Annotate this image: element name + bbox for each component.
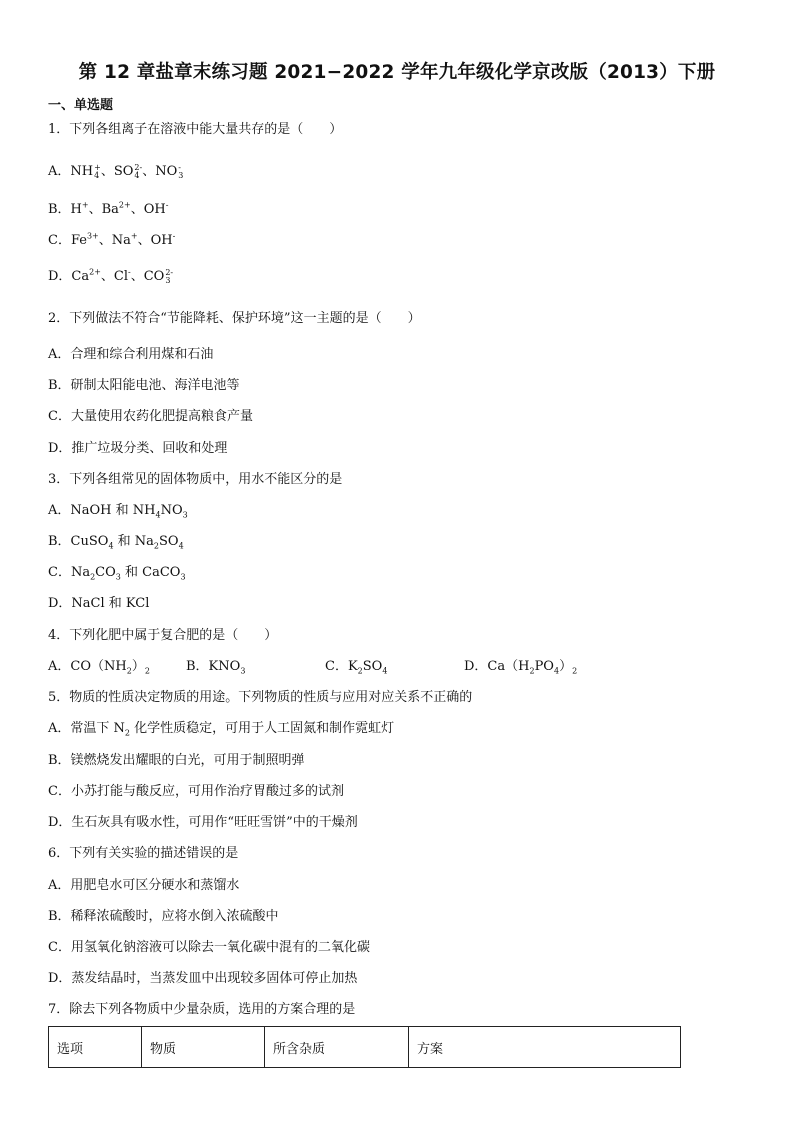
q6-option-c: C．用氢氧化钠溶液可以除去一氧化碳中混有的二氧化碳: [48, 940, 370, 955]
q5-option-b: B．镁燃烧发出耀眼的白光，可用于制照明弹: [48, 753, 305, 768]
section-heading: 一、单选题: [48, 98, 114, 113]
q6-option-a: A．用肥皂水可区分硬水和蒸馏水: [48, 878, 240, 893]
q3-option-c: C．$Na_2CO_3$ 和 CaCO$_3$: [48, 565, 186, 582]
q1-stem: 1．下列各组离子在溶液中能大量共存的是（ ）: [48, 122, 343, 137]
q3-stem: 3．下列各组常见的固体物质中，用水不能区分的是: [48, 472, 343, 487]
q4-option-a: A．$CO(NH_2)_2$: [48, 659, 150, 676]
q5-option-d: D．生石灰具有吸水性，可用作“旺旺雪饼”中的干燥剂: [48, 815, 358, 830]
q4-option-c: C．$K_2SO_4$: [325, 659, 388, 676]
table-header-cell: 选项: [49, 1027, 142, 1068]
q1-option-b: B．H+、$Ba^{2+}$、OH-: [48, 200, 169, 217]
q1-option-a: A．NH + 4 、SO 2- 4 、NO - 3: [48, 162, 184, 180]
q3-option-d: D．NaCl 和 KCl: [48, 596, 150, 611]
q1-option-d: D．$Ca^{2+}$、Cl-、CO 2- 3: [48, 267, 174, 285]
q6-stem: 6．下列有关实验的描述错误的是: [48, 846, 239, 861]
q2-option-a: A．合理和综合利用煤和石油: [48, 347, 214, 362]
table-header-row: [49, 1027, 681, 1068]
q4-option-d: D．$Ca(H_2PO_4)_2$: [464, 659, 578, 676]
q4-stem: 4．下列化肥中属于复合肥的是（ ）: [48, 628, 278, 643]
q2-option-d: D．推广垃圾分类、回收和处理: [48, 441, 228, 456]
table-header-cell: 方案: [409, 1027, 681, 1068]
document-title: 第 12 章盐章末练习题 2021−2022 学年九年级化学京改版（2013）下册: [78, 62, 716, 83]
q2-stem: 2．下列做法不符合“节能降耗、保护环境”这一主题的是（ ）: [48, 311, 421, 326]
q2-option-b: B．研制太阳能电池、海洋电池等: [48, 378, 240, 393]
q4-option-b: B．$KNO_3$: [186, 659, 246, 676]
q6-option-b: B．稀释浓硫酸时，应将水倒入浓硫酸中: [48, 909, 279, 924]
q6-option-d: D．蒸发结晶时，当蒸发皿中出现较多固体可停止加热: [48, 971, 358, 986]
table-header-cell: 物质: [142, 1027, 265, 1068]
table-header-cell: 所含杂质: [265, 1027, 409, 1068]
q3-option-a: A．NaOH 和 $NH_4NO_3$: [48, 503, 188, 520]
q1-option-c: C．$Fe^{3+}$、Na+、OH-: [48, 231, 176, 248]
q5-option-c: C．小苏打能与酸反应，可用作治疗胃酸过多的试剂: [48, 784, 344, 799]
q2-option-c: C．大量使用农药化肥提高粮食产量: [48, 409, 253, 424]
q7-stem: 7．除去下列各物质中少量杂质，选用的方案合理的是: [48, 1002, 356, 1017]
q3-option-b: B．CuSO$_4$ 和 $Na_2SO_4$: [48, 534, 184, 551]
q5-option-a: A．常温下 $N_2$ 化学性质稳定，可用于人工固氮和制作霓虹灯: [48, 721, 395, 738]
q5-stem: 5．物质的性质决定物质的用途。下列物质的性质与应用对应关系不正确的: [48, 690, 473, 705]
q7-table: [48, 1026, 681, 1068]
